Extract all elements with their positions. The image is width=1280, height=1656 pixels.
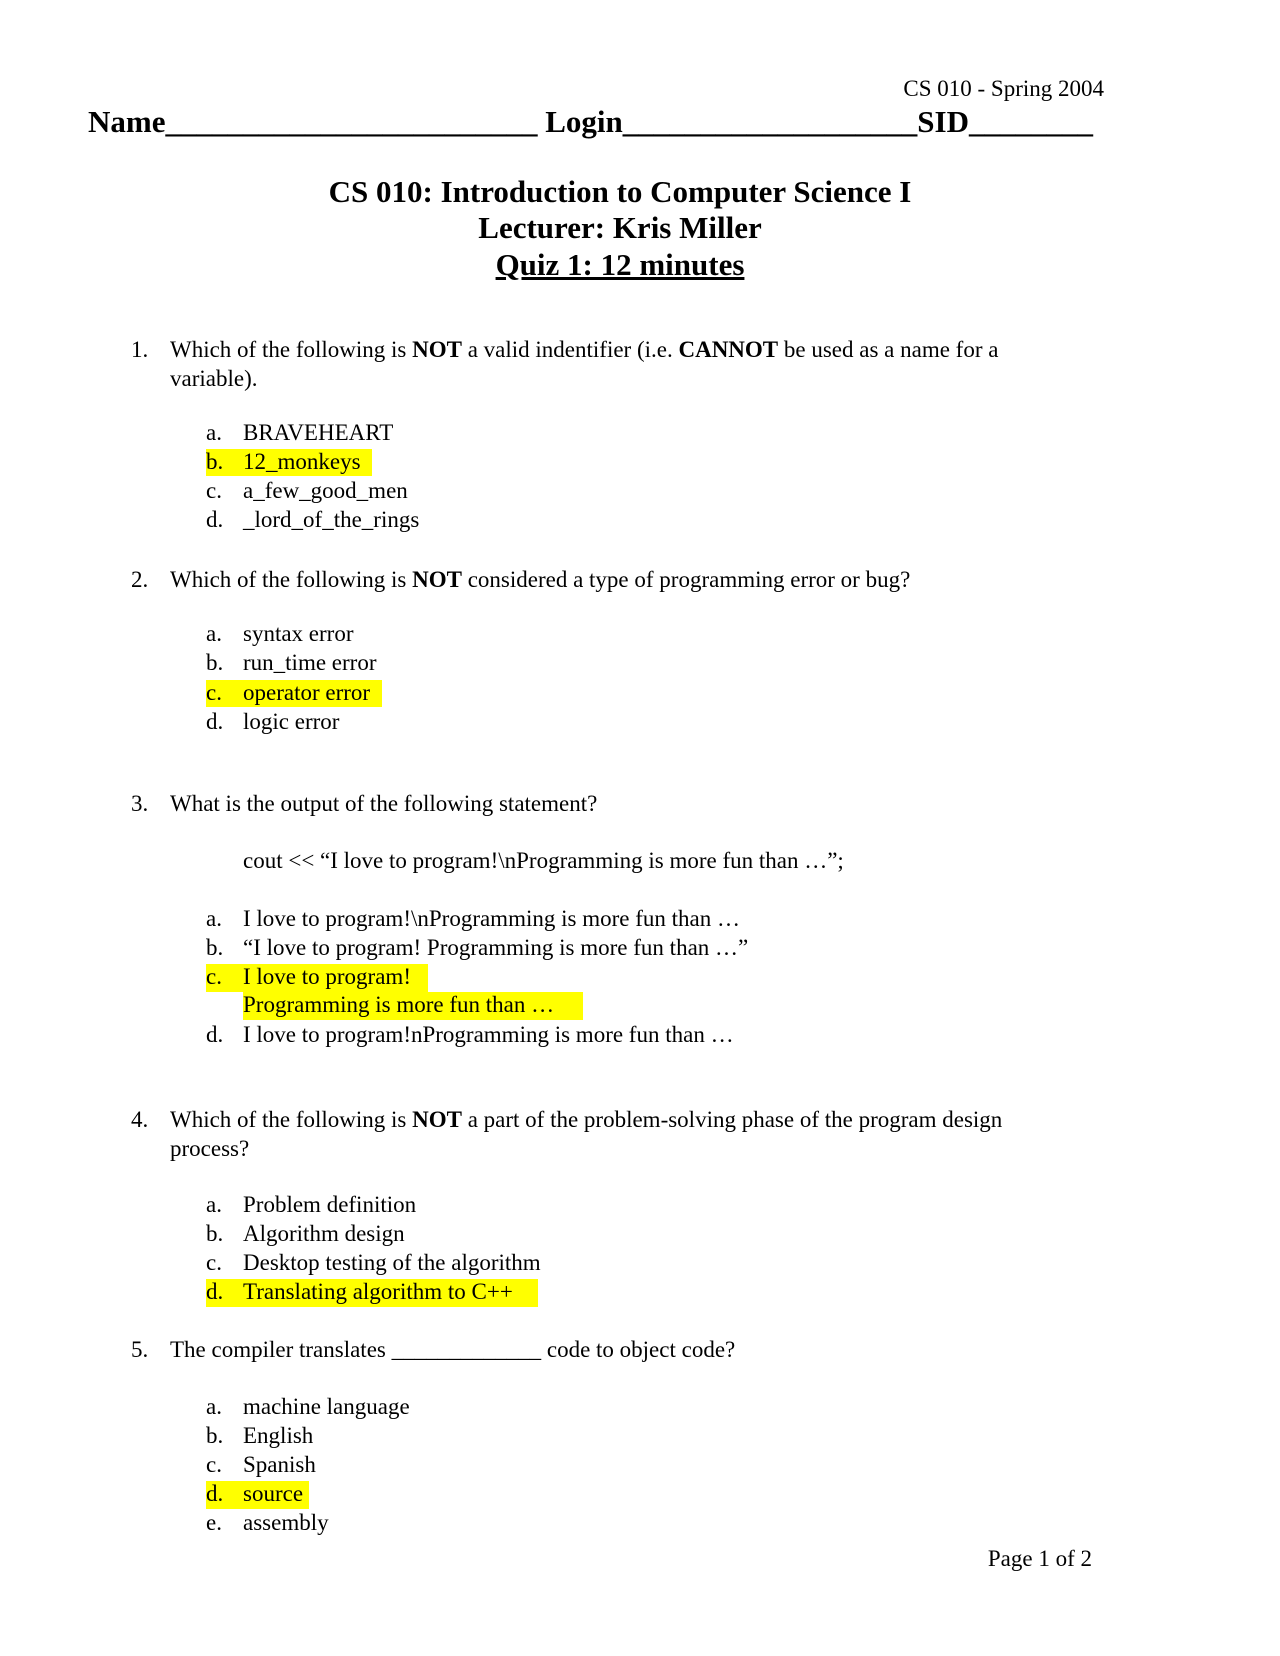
question-number: 2. xyxy=(131,567,149,592)
course-tag: CS 010 - Spring 2004 xyxy=(903,76,1104,101)
question-text: What is the output of the following statement? xyxy=(170,791,598,816)
option-c-correct-line2: Programming is more fun than … xyxy=(243,992,583,1020)
option-c-correct: c. operator error xyxy=(206,680,382,707)
quiz-title: Quiz 1: 12 minutes xyxy=(495,247,745,282)
course-title: CS 010: Introduction to Computer Science I xyxy=(328,174,912,209)
question-text-cont: variable). xyxy=(170,366,258,391)
option-d-correct: d. Translating algorithm to C++ xyxy=(206,1279,538,1307)
question-number: 4. xyxy=(131,1107,149,1132)
option-b-correct: b. 12_monkeys xyxy=(206,449,372,476)
question-text-cont: process? xyxy=(170,1136,250,1161)
code-statement: cout << “I love to program!\nProgramming is more fun than …”; xyxy=(243,848,844,873)
question-text: The compiler translates _____________ code to object code? xyxy=(170,1337,736,1362)
option-d-correct: d. source xyxy=(206,1481,309,1509)
question-text: Which of the following is NOT a part of the problem-solving phase of the program design xyxy=(170,1107,1003,1132)
student-info-line xyxy=(88,104,1093,140)
option-c-correct: c. I love to program! xyxy=(206,964,428,992)
question-text: Which of the following is NOT considered a type of programming error or bug? xyxy=(170,567,911,592)
page-number: Page 1 of 2 xyxy=(987,1546,1092,1571)
login-field-label: Login___________________ xyxy=(545,104,918,139)
question-number: 1. xyxy=(131,337,149,362)
name-field-label: Name________________________ xyxy=(88,104,538,139)
sid-field-label: SID________ xyxy=(917,104,1093,139)
question-text: Which of the following is NOT a valid indentifier (i.e. CANNOT be used as a name for a xyxy=(170,337,999,362)
lecturer-title: Lecturer: Kris Miller xyxy=(478,210,762,245)
question-number: 5. xyxy=(131,1337,149,1362)
question-number: 3. xyxy=(131,791,149,816)
